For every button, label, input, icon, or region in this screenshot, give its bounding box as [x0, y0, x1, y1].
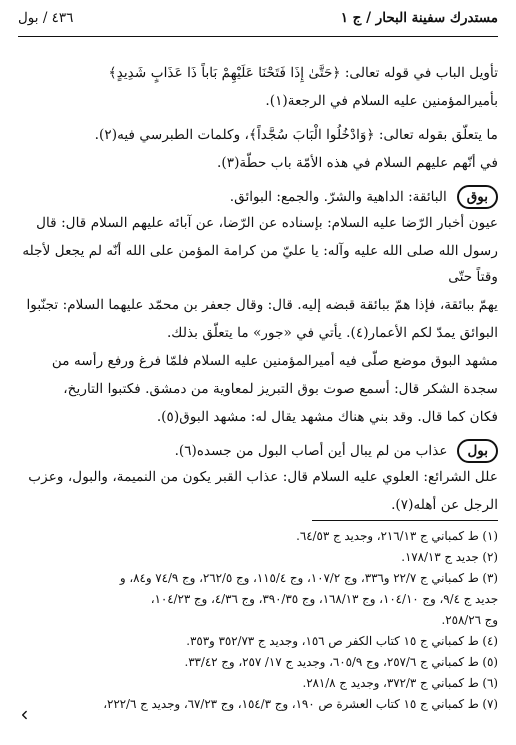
paragraph-6: رسول الله صلى الله عليه وآله: يا عليّ من كرامة المؤمن على الله أنّه لم يجعل لأجله وقتاً حتّى: [22, 243, 498, 285]
keyword-definition: عذاب من لم يبال أين أصاب البول من جسده(٦).: [174, 443, 448, 459]
paragraph-8: البوائق يمدّ لكم الأعمار(٤). يأتي في «جور» ما يتعلّق بذلك.: [166, 325, 498, 341]
paragraph-9: مشهد البوق موضع صلّى فيه أميرالمؤمنين عليه السلام فلمّا فرغ ورفع رأسه من: [51, 353, 498, 369]
paragraph-13: الرجل عن أهله(٧).: [391, 497, 498, 513]
paragraph-12: علل الشرائع: العلوي عليه السلام قال: عذاب القبر يكون من النميمة، والبول، وعزب: [28, 469, 498, 485]
footnote-2: (٢) جديد ج ١٧٨/١٣.: [401, 550, 498, 564]
footnote-3-cont: جديد ج ٩/٤، وج ١٠٤/١٠، وج ١٦٨/١٣، وج ٣٩٠/٣٥، وج ٤/٣٦، وج ١٠٤/٢٣،: [150, 592, 498, 606]
header-rule: [18, 36, 498, 37]
footnotes: [18, 527, 498, 714]
footnote-5: (٥) ط كمباني ج ٢٥٧/٦، وج ٦٠٥/٩، وجديد ج ١٧/ ٢٥٧، وج ٣٣/٤٢.: [184, 655, 498, 669]
paragraph-1: تأويل الباب في قوله تعالى: ﴿حَتَّىٰ إِذَا فَتَحْنَا عَلَيْهِمْ بَاباً ذَا عَذَابٍ شَدِيدٍ﴾: [108, 65, 498, 81]
entry-heading-bol: [18, 438, 498, 464]
keyword-box: بول: [457, 439, 498, 463]
keyword-box: بوق: [457, 185, 498, 209]
paragraph-5: عيون أخبار الرّضا عليه السلام: بإسناده عن الرّضا، عن آبائه عليهم السلام قال: قال: [36, 215, 498, 231]
footnote-3: (٣) ط كمباني ج ٢٢/٧ و٣٣٦، وج ١٠٧/٢، وج ١١٥/٤، وج ٢٦٢/٥، وج ٧٤/٩ و٨٤، و: [119, 571, 498, 585]
paragraph-7: يهمّ ببائقة، فإذا همّ ببائقة قبضه إليه. قال: وقال جعفر بن محمّد عليهما السلام: تجنّبوا: [26, 297, 498, 313]
header-right: مستدرك سفينة البحار / ج ١: [340, 10, 498, 26]
entry-heading-boq: [18, 184, 498, 210]
footnote-6: (٦) ط كمباني ج ٣٧٢/٣، وجديد ج ٢٨١/٨.: [302, 676, 498, 690]
running-header: [18, 6, 498, 30]
footnote-7: (٧) ط كمباني ج ١٥ كتاب العشرة ص ١٩٠، وج ١٥٤/٣، وج ٦٧/٢٣، وجديد ج ٢٢٢/٦،: [103, 697, 498, 711]
main-text: [18, 60, 498, 518]
keyword-definition: البائقة: الداهية والشرّ. والجمع: البوائق.: [229, 189, 447, 205]
header-left: ٤٣٦ / بول: [18, 10, 74, 26]
paragraph-4: في أنّهم عليهم السلام في هذه الأمّة باب حطّة(٣).: [217, 155, 498, 171]
footnote-1: (١) ط كمباني ج ٢١٦/١٣، وجديد ج ٦٤/٥٣.: [296, 529, 498, 543]
footnote-3-end: وج ٢٥٨/٢٦.: [441, 613, 498, 627]
paragraph-11: فكان كما قال. وقد بني هناك مشهد يقال له: مشهد البوق(٥).: [156, 409, 498, 425]
paragraph-10: سجدة الشكر قال: أسمع صوت بوق التبريز لمعاوية من دمشق. فكتبوا التاريخ،: [63, 381, 498, 397]
arrow-left-icon: [18, 707, 32, 723]
footnote-divider: [312, 520, 498, 521]
footnote-4: (٤) ط كمباني ج ١٥ كتاب الكفر ص ١٥٦، وجديد ج ٣٥٢/٧٣ و٣٥٣.: [186, 634, 498, 648]
paragraph-3: ما يتعلّق بقوله تعالى: ﴿وَادْخُلُوا الْبَابَ سُجَّداً﴾، وكلمات الطبرسي فيه(٢).: [94, 127, 498, 143]
paragraph-2: بأميرالمؤمنين عليه السلام في الرجعة(١).: [265, 93, 498, 109]
